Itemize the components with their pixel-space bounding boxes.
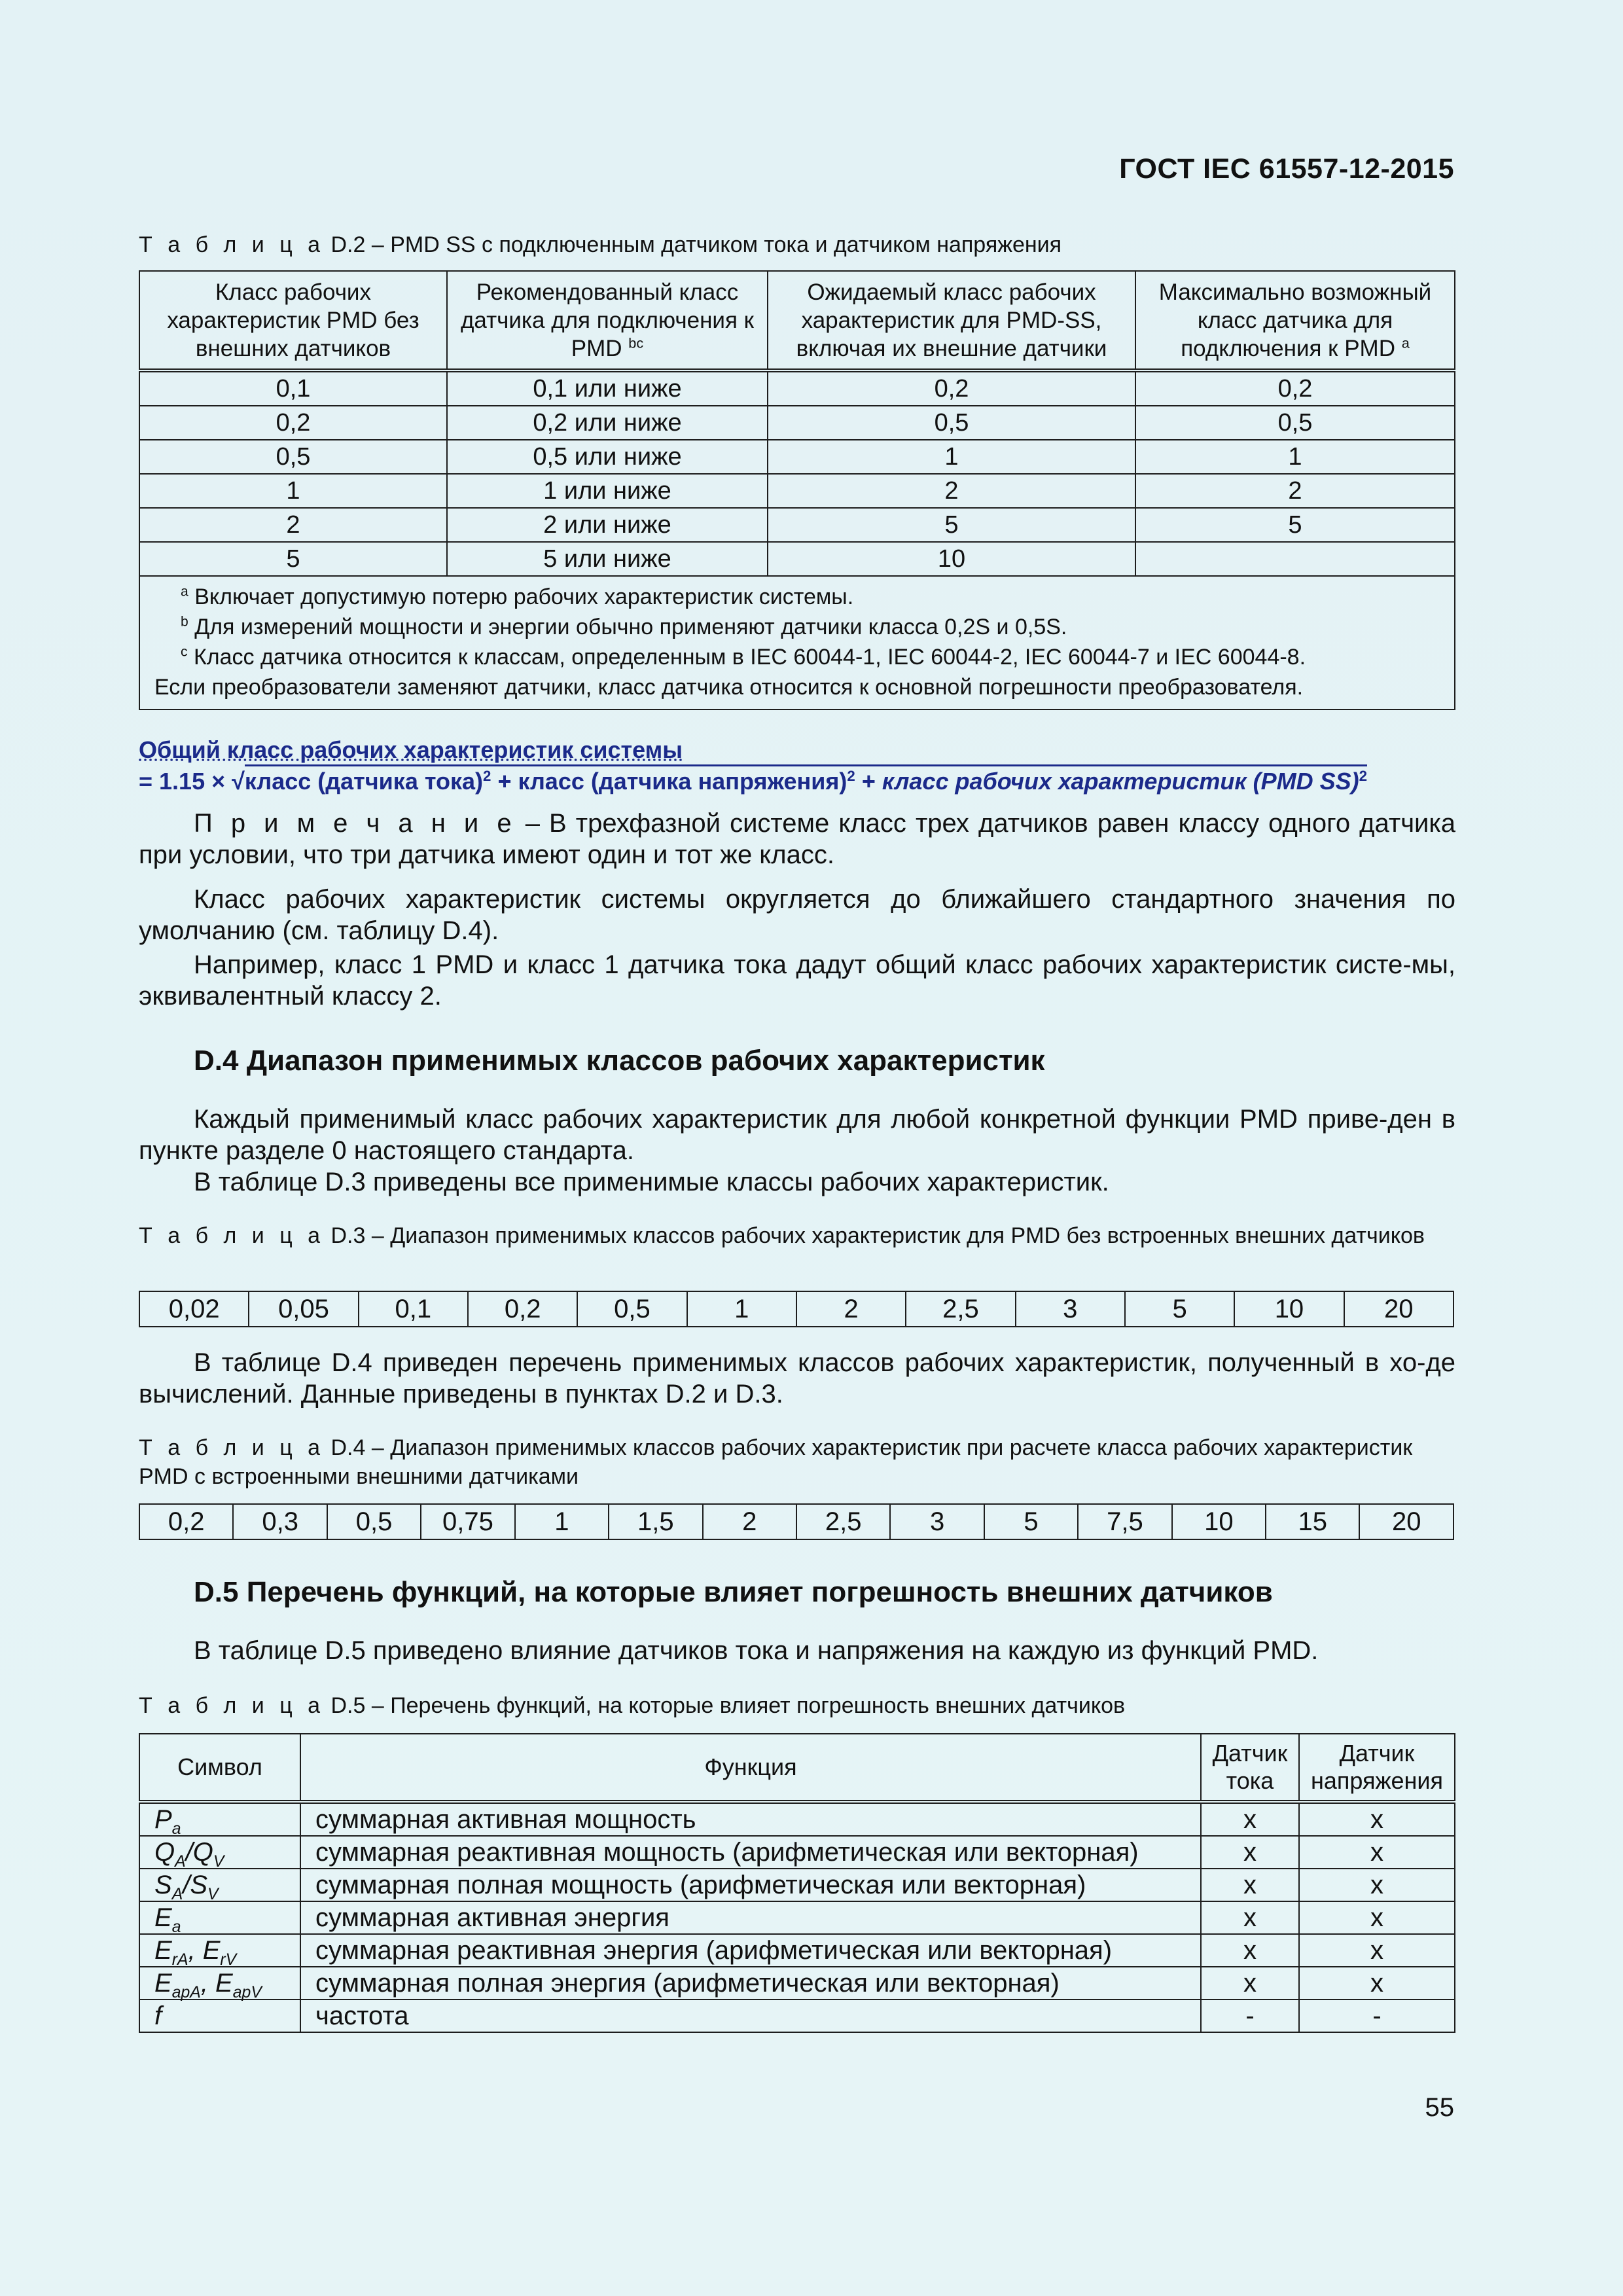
table-cell: 5 (1135, 508, 1455, 542)
table-cell: 5 или ниже (447, 542, 768, 576)
table-header-cell: Датчик тока (1201, 1734, 1299, 1802)
table-cell: 20 (1359, 1504, 1454, 1539)
voltage-sensor-cell: x (1299, 1967, 1455, 2000)
table-header-row (139, 1734, 1455, 1802)
table-d3 (139, 1291, 1454, 1327)
paragraph: В таблице D.5 приведено влияние датчиков тока и напряжения на каждую из функций PMD. (194, 1636, 1319, 1665)
table-notes-row (139, 576, 1455, 709)
function-cell: суммарная полная энергия (арифметическая или векторная) (300, 1967, 1201, 2000)
table-header-cell: Символ (139, 1734, 300, 1802)
table-cell: 0,3 (233, 1504, 327, 1539)
voltage-sensor-cell: x (1299, 1869, 1455, 1901)
formula-line-2: = 1.15 × √класс (датчика тока)$^2$ + класс (датчика напряжения)$^2$ + класс рабочих характеристик (PMD SS)$^2$ (139, 766, 1474, 797)
symbol-cell: $E_a$ (139, 1901, 300, 1934)
table-row (139, 1869, 1455, 1901)
current-sensor-cell: x (1201, 1836, 1299, 1869)
paragraph: Например, класс 1 PMD и класс 1 датчика тока дадут общий класс рабочих характеристик систе-мы, эквивалентный классу 2. (139, 950, 1455, 1011)
table-header-cell: Функция (300, 1734, 1201, 1802)
footnote-c: $^c$ Класс датчика относится к классам, определенным в IEC 60044-1, IEC 60044-2, IEC 60044-7 и IEC 60044-8. (181, 644, 1306, 670)
current-sensor-cell: x (1201, 1967, 1299, 2000)
table-cell: 1 (768, 440, 1135, 474)
table-cell (1135, 542, 1455, 576)
table-d4 (139, 1503, 1454, 1540)
voltage-sensor-cell: x (1299, 1802, 1455, 1836)
table-cell: 0,5 (768, 406, 1135, 440)
table-cell: 10 (1172, 1504, 1266, 1539)
table-cell: 0,75 (421, 1504, 514, 1539)
table-cell: 1 (687, 1291, 796, 1327)
table-cell: 0,1 (139, 370, 447, 406)
table-row (139, 542, 1455, 576)
table-cell: 0,5 (327, 1504, 421, 1539)
table-cell: 0,5 или ниже (447, 440, 768, 474)
section-heading-d5: D.5 Перечень функций, на которые влияет погрешность внешних датчиков (194, 1576, 1273, 1608)
table-row (139, 1901, 1455, 1934)
table-header-cell: Класс рабочих характеристик PMD без внешних датчиков (139, 271, 447, 370)
table-cell: 2,5 (906, 1291, 1015, 1327)
symbol-cell: $E_{rA}$, $E_{rV}$ (139, 1934, 300, 1967)
voltage-sensor-cell: - (1299, 2000, 1455, 2032)
paragraph: Каждый применимый класс рабочих характеристик для любой конкретной функции PMD приве-ден в пункте разделе 0 настоящего стандарта. (139, 1105, 1456, 1165)
table-notes (139, 576, 1455, 709)
current-sensor-cell: x (1201, 1869, 1299, 1901)
footnote-mark: bc (628, 334, 644, 351)
table-cell: 0,1 или ниже (447, 370, 768, 406)
table-header-cell: Рекомендованный класс датчика для подключения к PMD $^{bc}$ (447, 271, 768, 370)
table-cell: 2 (768, 474, 1135, 508)
table-d5 (139, 1733, 1455, 2033)
footnote-a: $^a$ Включает допустимую потерю рабочих характеристик системы. (181, 584, 854, 609)
function-cell: суммарная активная энергия (300, 1901, 1201, 1934)
table-cell: 5 (768, 508, 1135, 542)
paragraph: В таблице D.3 приведены все применимые классы рабочих характеристик. (194, 1168, 1109, 1196)
function-cell: суммарная активная мощность (300, 1802, 1201, 1836)
table-cell: 0,2 или ниже (447, 406, 768, 440)
table-cell: 0,2 (468, 1291, 577, 1327)
table-cell: 1,5 (609, 1504, 702, 1539)
table-cell: 2 или ниже (447, 508, 768, 542)
table-cell: 0,5 (577, 1291, 687, 1327)
table-d2 (139, 270, 1455, 710)
table-cell: 3 (1016, 1291, 1125, 1327)
voltage-sensor-cell: x (1299, 1901, 1455, 1934)
footnote-extra: Если преобразователи заменяют датчики, класс датчика относится к основной погрешности преобразователя. (154, 675, 1304, 700)
table-cell: 2 (703, 1504, 796, 1539)
formula-line-1: Общий класс рабочих характеристик системы (139, 736, 683, 763)
table-d2-caption (139, 230, 1455, 259)
paragraph: Класс рабочих характеристик системы округляется до ближайшего стандартного значения по умолчанию (см. таблицу D.4). (139, 885, 1455, 945)
table-d4-caption: Т а б л и ц а D.4 – Диапазон применимых классов рабочих характеристик при расчете класса рабочих характеристик PMD с встроенными внешними датчиками (139, 1435, 1413, 1489)
function-cell: суммарная полная мощность (арифметическая или векторная) (300, 1869, 1201, 1901)
table-caption-text: D.2 – PMD SS с подключенным датчиком тока и датчиком напряжения (330, 232, 1062, 257)
paragraph: В таблице D.4 приведен перечень применимых классов рабочих характеристик, полученный в хо-де вычислений. Данные приведены в пунктах D.2 и D.3. (139, 1348, 1455, 1408)
table-header-row (139, 271, 1455, 370)
table-cell: 10 (768, 542, 1135, 576)
table-caption-prefix: Т а б л и ц а (139, 232, 325, 257)
table-d3-caption: Т а б л и ц а D.3 – Диапазон применимых классов рабочих характеристик для PMD без встроенных внешних датчиков (139, 1223, 1425, 1248)
table-row (139, 406, 1455, 440)
table-cell: 2 (139, 508, 447, 542)
table-cell: 0,2 (1135, 370, 1455, 406)
voltage-sensor-cell: x (1299, 1934, 1455, 1967)
table-cell: 0,2 (139, 1504, 233, 1539)
footnote-b: $^b$ Для измерений мощности и энергии обычно применяют датчики класса 0,2S и 0,5S. (181, 614, 1067, 639)
table-row (139, 1291, 1454, 1327)
table-header-cell: Датчик напряжения (1299, 1734, 1455, 1802)
symbol-cell: $E_{apA}$, $E_{apV}$ (139, 1967, 300, 2000)
table-cell: 1 или ниже (447, 474, 768, 508)
current-sensor-cell: x (1201, 1802, 1299, 1836)
function-cell: суммарная реактивная мощность (арифметическая или векторная) (300, 1836, 1201, 1869)
note-prefix: П р и м е ч а н и е (194, 809, 516, 838)
table-cell: 0,5 (139, 440, 447, 474)
note-text: – В трехфазной системе класс трех датчиков равен классу одного датчика при условии, что три датчика имеют один и тот же класс. (139, 809, 1455, 869)
symbol-cell: $Q_A/Q_V$ (139, 1836, 300, 1869)
table-row (139, 474, 1455, 508)
table-cell: 5 (1125, 1291, 1234, 1327)
table-cell: 2,5 (796, 1504, 890, 1539)
table-row (139, 370, 1455, 406)
table-cell: 10 (1234, 1291, 1344, 1327)
symbol-cell: $S_A/S_V$ (139, 1869, 300, 1901)
current-sensor-cell: x (1201, 1901, 1299, 1934)
table-row (139, 1504, 1454, 1539)
table-cell: 0,2 (139, 406, 447, 440)
formula-block (139, 734, 1474, 797)
table-row (139, 2000, 1455, 2032)
section-heading-d4: D.4 Диапазон применимых классов рабочих характеристик (194, 1045, 1045, 1077)
table-cell: 3 (890, 1504, 984, 1539)
function-cell: суммарная реактивная энергия (арифметическая или векторная) (300, 1934, 1201, 1967)
document-id: ГОСТ IEC 61557-12-2015 (1119, 153, 1454, 185)
table-cell: 2 (1135, 474, 1455, 508)
footnote-mark: a (1401, 334, 1410, 351)
table-row (139, 1802, 1455, 1836)
table-cell: 0,5 (1135, 406, 1455, 440)
table-cell: 1 (139, 474, 447, 508)
voltage-sensor-cell: x (1299, 1836, 1455, 1869)
table-cell: 15 (1266, 1504, 1359, 1539)
table-row (139, 508, 1455, 542)
table-cell: 0,2 (768, 370, 1135, 406)
current-sensor-cell: x (1201, 1934, 1299, 1967)
table-header-cell: Максимально возможный класс датчика для подключения к PMD $^a$ (1135, 271, 1455, 370)
table-cell: 0,1 (359, 1291, 468, 1327)
symbol-cell: $P_a$ (139, 1802, 300, 1836)
table-row (139, 440, 1455, 474)
table-cell: 7,5 (1078, 1504, 1171, 1539)
table-row (139, 1967, 1455, 2000)
table-d5-caption: Т а б л и ц а D.5 – Перечень функций, на которые влияет погрешность внешних датчиков (139, 1693, 1126, 1718)
table-cell: 0,02 (139, 1291, 249, 1327)
table-cell: 5 (984, 1504, 1078, 1539)
table-cell: 1 (515, 1504, 609, 1539)
function-cell: частота (300, 2000, 1201, 2032)
current-sensor-cell: - (1201, 2000, 1299, 2032)
table-cell: 2 (796, 1291, 906, 1327)
table-header-cell: Ожидаемый класс рабочих характеристик для PMD-SS, включая их внешние датчики (768, 271, 1135, 370)
table-cell: 1 (1135, 440, 1455, 474)
table-row (139, 1934, 1455, 1967)
page-number: 55 (1425, 2093, 1454, 2122)
table-cell: 0,05 (249, 1291, 358, 1327)
symbol-cell: f (139, 2000, 300, 2032)
table-row (139, 1836, 1455, 1869)
table-cell: 20 (1344, 1291, 1454, 1327)
note-paragraph (139, 808, 1455, 870)
table-cell: 5 (139, 542, 447, 576)
